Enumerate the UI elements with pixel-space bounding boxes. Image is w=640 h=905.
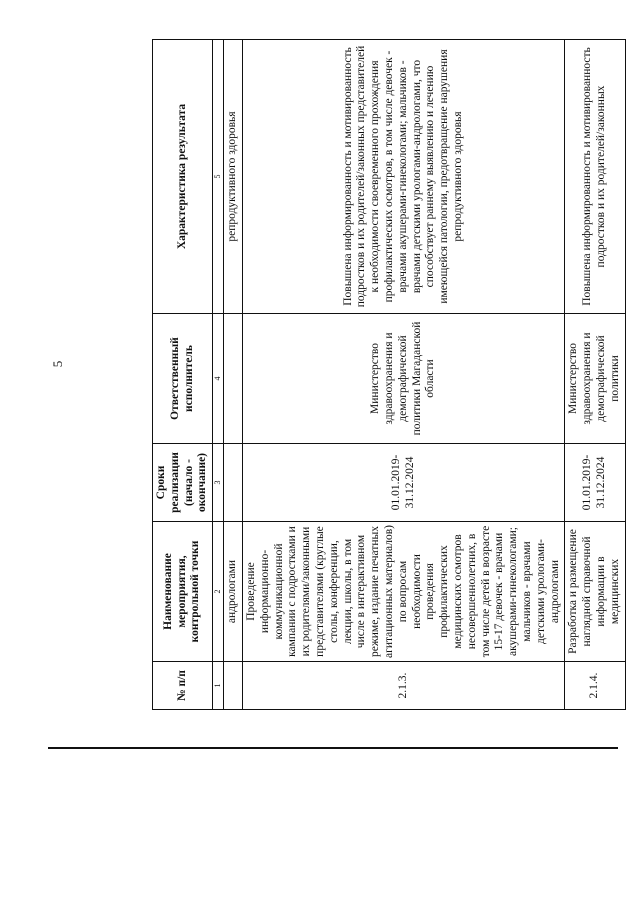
- continuation-name: андрологами: [224, 522, 243, 662]
- row-executor: Министерство здравоохранения и демографической политики: [565, 314, 625, 444]
- row-num: 2.1.3.: [242, 662, 564, 710]
- colnum-4: 4: [213, 314, 224, 444]
- colnum-2: 2: [213, 522, 224, 662]
- row-period: 01.01.2019-31.12.2024: [242, 444, 564, 522]
- colnum-5: 5: [213, 40, 224, 314]
- continuation-row: [224, 40, 243, 710]
- colnum-1: 1: [213, 662, 224, 710]
- header-num: № п/п: [153, 662, 213, 710]
- header-period: Сроки реализации (начало - окончание): [153, 444, 213, 522]
- row-name: Проведение информационно-коммуникационной кампании с подростками и их родителями/законными представителями (круглые столы, конференции, лекции, школы, в том числе в интерактивном режиме, издание печатных агитационных материалов) по вопросам необходимости проведения профилактических медицинских осмотров несовершеннолетних, в том числе детей в возрасте 15-17 девочек - врачами акушерами-гинекологами; мальчиков - врачами детскими урологами-андрологами: [242, 522, 564, 662]
- table-row: [242, 40, 564, 710]
- row-executor: Министерство здравоохранения и демографической политики Магаданской области: [242, 314, 564, 444]
- header-result: Характеристика результата: [153, 40, 213, 314]
- row-result: Повышена информированность и мотивированность подростков и их родителей/законных: [565, 40, 625, 314]
- column-number-row: [213, 40, 224, 710]
- row-result: Повышена информированность и мотивированность подростков и их родителей/законных представителей к необходимости своевременного прохождения профилактических осмотров, в том числе девочек - врачами акушерами-гинекологами; мальчиков - врачами детскими урологами-андрологами, что способствует раннему выявлению и лечению имеющейся патологии, предотвращение нарушения репродуктивного здоровья: [242, 40, 564, 314]
- row-num: 2.1.4.: [565, 662, 625, 710]
- header-executor: Ответственный исполнитель: [153, 314, 213, 444]
- continuation-result: репродуктивного здоровья: [224, 40, 243, 314]
- plan-table: [152, 39, 626, 710]
- row-period: 01.01.2019-31.12.2024: [565, 444, 625, 522]
- header-row: [153, 40, 213, 710]
- rotated-table-wrapper: [152, 40, 621, 710]
- header-name: Наименование мероприятия, контрольной точки: [153, 522, 213, 662]
- table-row: [565, 40, 625, 710]
- horizontal-rule: [48, 747, 618, 749]
- row-name: Разработка и размещение наглядной справочной информации в медицинских: [565, 522, 625, 662]
- colnum-3: 3: [213, 444, 224, 522]
- page-number: 5: [50, 360, 65, 368]
